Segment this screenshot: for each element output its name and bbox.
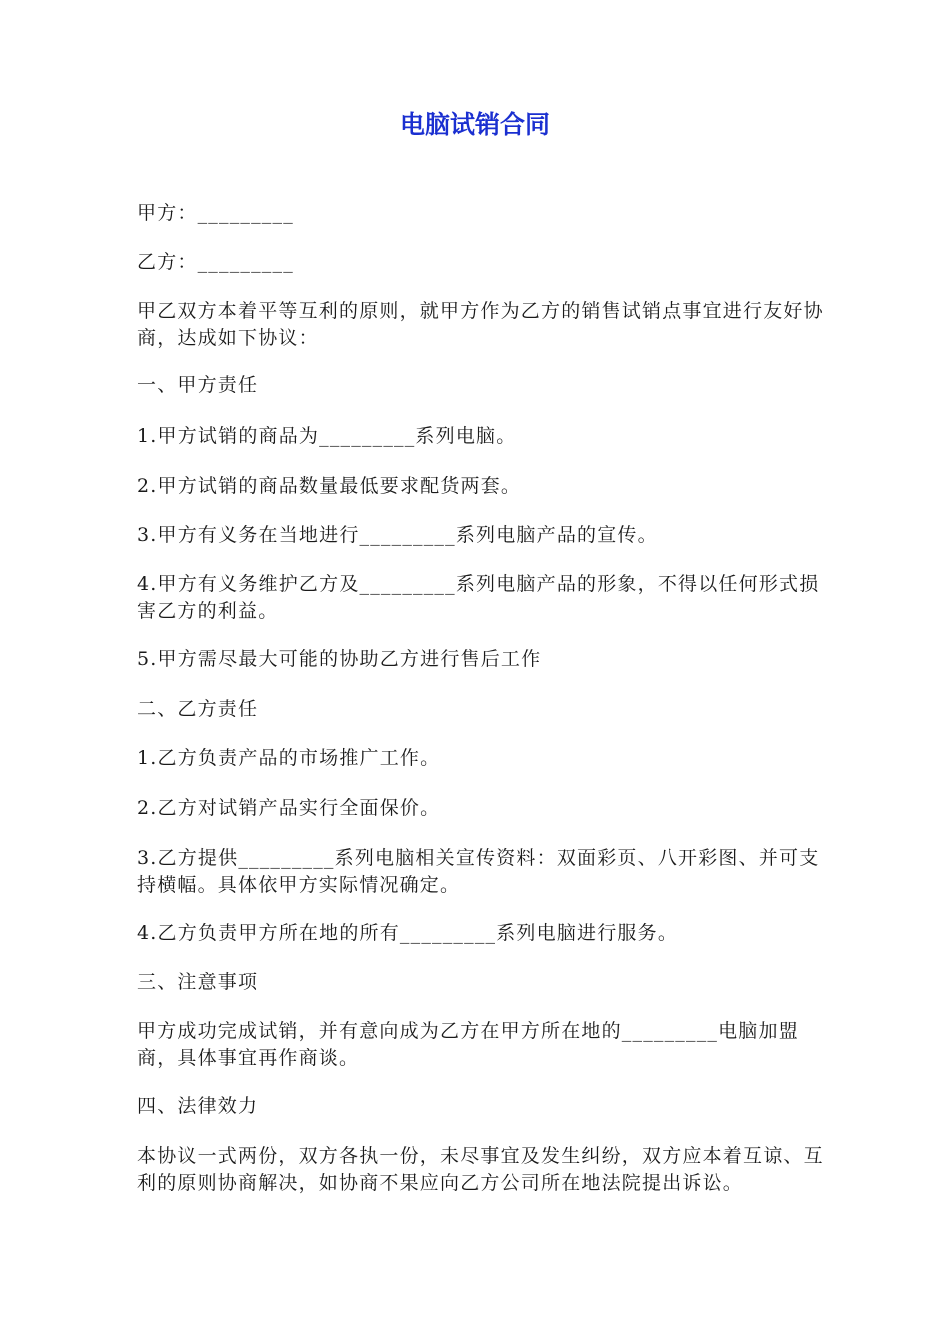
clause-a-3: 3.甲方有义务在当地进行_________系列电脑产品的宣传。 bbox=[137, 524, 658, 546]
section-heading-legal: 四、法律效力 bbox=[137, 1095, 259, 1117]
party-a-line: 甲方：_________ bbox=[137, 202, 294, 224]
party-b-line: 乙方：_________ bbox=[137, 251, 294, 273]
clause-b-2: 2.乙方对试销产品实行全面保价。 bbox=[137, 797, 441, 819]
clause-a-1: 1.甲方试销的商品为_________系列电脑。 bbox=[137, 425, 517, 447]
clause-a-5: 5.甲方需尽最大可能的协助乙方进行售后工作 bbox=[137, 648, 542, 670]
clause-b-1: 1.乙方负责产品的市场推广工作。 bbox=[137, 747, 441, 769]
section-heading-notes: 三、注意事项 bbox=[137, 971, 259, 993]
section-heading-party-a: 一、甲方责任 bbox=[137, 374, 259, 396]
clause-a-2: 2.甲方试销的商品数量最低要求配货两套。 bbox=[137, 475, 522, 497]
legal-paragraph: 本协议一式两份，双方各执一份，未尽事宜及发生纠纷，双方应本着互谅、互利的原则协商解决，如协商不果应向乙方公司所在地法院提出诉讼。 bbox=[137, 1145, 824, 1194]
notes-paragraph: 甲方成功完成试销，并有意向成为乙方在甲方所在地的_________电脑加盟商，具体事宜再作商谈。 bbox=[137, 1020, 799, 1069]
clause-a-4: 4.甲方有义务维护乙方及_________系列电脑产品的形象，不得以任何形式损害乙方的利益。 bbox=[137, 573, 820, 622]
preamble-paragraph: 甲乙双方本着平等互利的原则，就甲方作为乙方的销售试销点事宜进行友好协商，达成如下协议： bbox=[137, 300, 824, 349]
document-title: 电脑试销合同 bbox=[399, 110, 550, 139]
section-heading-party-b: 二、乙方责任 bbox=[137, 698, 259, 720]
clause-b-4: 4.乙方负责甲方所在地的所有_________系列电脑进行服务。 bbox=[137, 922, 679, 944]
clause-b-3: 3.乙方提供_________系列电脑相关宣传资料：双面彩页、八开彩图、并可支持横幅。具体依甲方实际情况确定。 bbox=[137, 847, 820, 896]
